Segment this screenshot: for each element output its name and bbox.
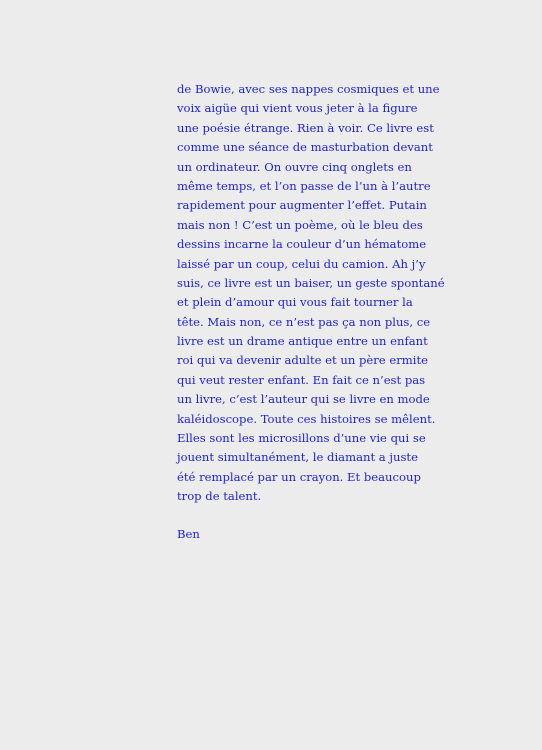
- text-line: qui veut rester enfant. En fait ce n’est pas: [177, 372, 426, 387]
- text-line: laissé par un coup, celui du camion. Ah j’y: [177, 256, 426, 271]
- text-line: une poésie étrange. Rien à voir. Ce livre est: [177, 120, 434, 135]
- text-line: livre est un drame antique entre un enfant: [177, 334, 428, 349]
- body-text: [177, 80, 445, 507]
- text-line: même temps, et l’on passe de l’un à l’autre: [177, 178, 431, 193]
- text-line: dessins incarne la couleur d’un hématome: [177, 237, 427, 252]
- text-line: mais non ! C’est un poème, où le bleu des: [177, 217, 423, 232]
- signature: Ben: [177, 527, 200, 541]
- text-line: kaléidoscope. Toute ces histoires se mêlent.: [177, 411, 436, 426]
- text-line: jouent simultanément, le diamant a juste: [177, 450, 418, 465]
- text-line: suis, ce livre est un baiser, un geste spontané: [177, 275, 445, 290]
- text-line: Elles sont les microsillons d’une vie qui se: [177, 431, 426, 446]
- text-line: trop de talent.: [177, 489, 262, 504]
- text-line: voix aigüe qui vient vous jeter à la figure: [177, 101, 418, 116]
- text-line: été remplacé par un crayon. Et beaucoup: [177, 469, 421, 484]
- text-line: comme une séance de masturbation devant: [177, 140, 433, 155]
- text-line: et plein d’amour qui vous fait tourner la: [177, 295, 413, 310]
- text-line: de Bowie, avec ses nappes cosmiques et une: [177, 82, 440, 96]
- text-line: roi qui va devenir adulte et un père ermite: [177, 353, 428, 368]
- text-line: un ordinateur. On ouvre cinq onglets en: [177, 159, 412, 174]
- text-line: un livre, c’est l’auteur qui se livre en mode: [177, 392, 430, 407]
- text-line: tête. Mais non, ce n’est pas ça non plus, ce: [177, 314, 431, 329]
- text-line: rapidement pour augmenter l’effet. Putain: [177, 198, 427, 213]
